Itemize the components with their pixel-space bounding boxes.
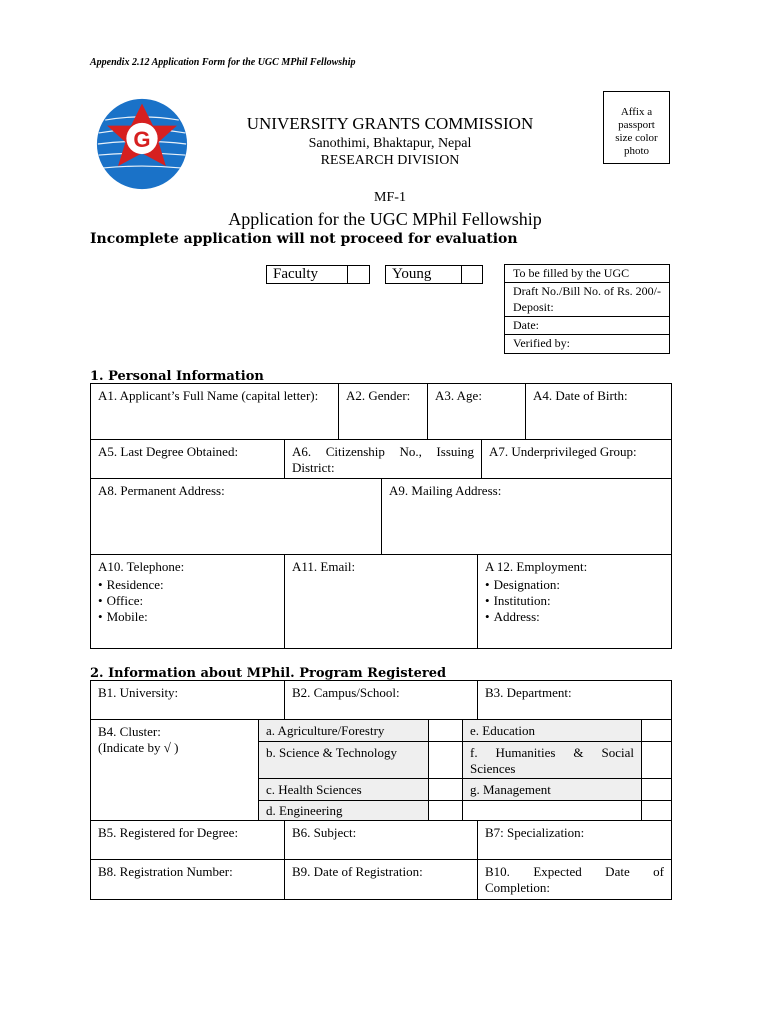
photo-box[interactable]: Affix a passport size color photo <box>603 91 670 164</box>
section2-heading: 2. Information about MPhil. Program Registered <box>90 666 447 681</box>
completion-date-field[interactable]: B10. Expected Date of Completion: <box>477 859 672 900</box>
designation-field[interactable]: • Designation: <box>485 577 664 593</box>
ugc-verified-field[interactable]: Verified by: <box>505 334 669 353</box>
ugc-box-title: To be filled by the UGC <box>513 266 630 280</box>
underprivileged-field[interactable]: A7. Underprivileged Group: <box>481 439 672 479</box>
division-name: RESEARCH DIVISION <box>320 153 460 168</box>
cluster-engineering: d. Engineering <box>258 800 429 821</box>
appendix-heading: Appendix 2.12 Application Form for the UGC MPhil Fellowship <box>90 57 356 68</box>
section1-heading: 1. Personal Information <box>90 369 264 384</box>
employment-field[interactable]: A 12. Employment: • Designation: • Institution: • Address: <box>477 554 672 649</box>
gender-field[interactable]: A2. Gender: <box>338 383 428 440</box>
svg-text:G: G <box>133 126 151 152</box>
registration-date-field[interactable]: B9. Date of Registration: <box>284 859 478 900</box>
young-label: Young <box>386 266 462 283</box>
form-number: MF-1 <box>374 190 406 205</box>
registered-degree-field[interactable]: B5. Registered for Degree: <box>90 820 285 860</box>
cluster-science-checkbox[interactable] <box>428 741 463 779</box>
mobile-phone-field[interactable]: • Mobile: <box>98 609 277 625</box>
cluster-engineering-checkbox[interactable] <box>428 800 463 821</box>
dob-field[interactable]: A4. Date of Birth: <box>525 383 672 440</box>
cluster-management: g. Management <box>462 778 642 801</box>
university-field[interactable]: B1. University: <box>90 680 285 720</box>
registration-number-field[interactable]: B8. Registration Number: <box>90 859 285 900</box>
cluster-humanities-checkbox[interactable] <box>641 741 672 779</box>
cluster-agriculture: a. Agriculture/Forestry <box>258 719 429 742</box>
permanent-address-field[interactable]: A8. Permanent Address: <box>90 478 382 555</box>
ugc-date-field[interactable]: Date: <box>505 316 669 334</box>
warning-text: Incomplete application will not proceed for evaluation <box>90 231 518 247</box>
email-field[interactable]: A11. Email: <box>284 554 478 649</box>
organization-address: Sanothimi, Bhaktapur, Nepal RESEARCH DIVISION <box>220 135 560 169</box>
employment-address-field[interactable]: • Address: <box>485 609 664 625</box>
cluster-management-checkbox[interactable] <box>641 778 672 801</box>
subject-field[interactable]: B6. Subject: <box>284 820 478 860</box>
young-choice[interactable] <box>385 265 483 284</box>
last-degree-field[interactable]: A5. Last Degree Obtained: <box>90 439 285 479</box>
department-field[interactable]: B3. Department: <box>477 680 672 720</box>
cluster-education: e. Education <box>462 719 642 742</box>
residence-phone-field[interactable]: • Residence: <box>98 577 277 593</box>
citizenship-field[interactable]: A6. Citizenship No., Issuing District: <box>284 439 482 479</box>
ugc-deposit-field[interactable]: Deposit: <box>513 300 554 314</box>
ugc-draft-field[interactable]: Draft No./Bill No. of Rs. 200/- <box>505 282 669 300</box>
specialization-field[interactable]: B7: Specialization: <box>477 820 672 860</box>
form-title: Application for the UGC MPhil Fellowship <box>228 209 542 229</box>
full-name-field[interactable]: A1. Applicant’s Full Name (capital letter): <box>90 383 339 440</box>
faculty-checkbox[interactable] <box>348 266 369 283</box>
young-checkbox[interactable] <box>462 266 482 283</box>
ugc-office-box <box>504 264 670 354</box>
cluster-health: c. Health Sciences <box>258 778 429 801</box>
campus-field[interactable]: B2. Campus/School: <box>284 680 478 720</box>
telephone-field[interactable]: A10. Telephone: • Residence: • Office: • Mobile: <box>90 554 285 649</box>
organization-name: UNIVERSITY GRANTS COMMISSION <box>246 114 534 133</box>
cluster-education-checkbox[interactable] <box>641 719 672 742</box>
age-field[interactable]: A3. Age: <box>427 383 526 440</box>
mailing-address-field[interactable]: A9. Mailing Address: <box>381 478 672 555</box>
faculty-choice[interactable] <box>266 265 370 284</box>
office-phone-field[interactable]: • Office: <box>98 593 277 609</box>
ugc-logo <box>96 98 188 190</box>
cluster-label-cell: B4. Cluster: (Indicate by √ ) <box>90 719 259 821</box>
faculty-label: Faculty <box>267 266 348 283</box>
institution-field[interactable]: • Institution: <box>485 593 664 609</box>
cluster-humanities: f. Humanities & Social Sciences <box>462 741 642 779</box>
cluster-science: b. Science & Technology <box>258 741 429 779</box>
cluster-health-checkbox[interactable] <box>428 778 463 801</box>
cluster-empty-checkbox <box>641 800 672 821</box>
cluster-agriculture-checkbox[interactable] <box>428 719 463 742</box>
cluster-empty-cell <box>462 800 642 821</box>
